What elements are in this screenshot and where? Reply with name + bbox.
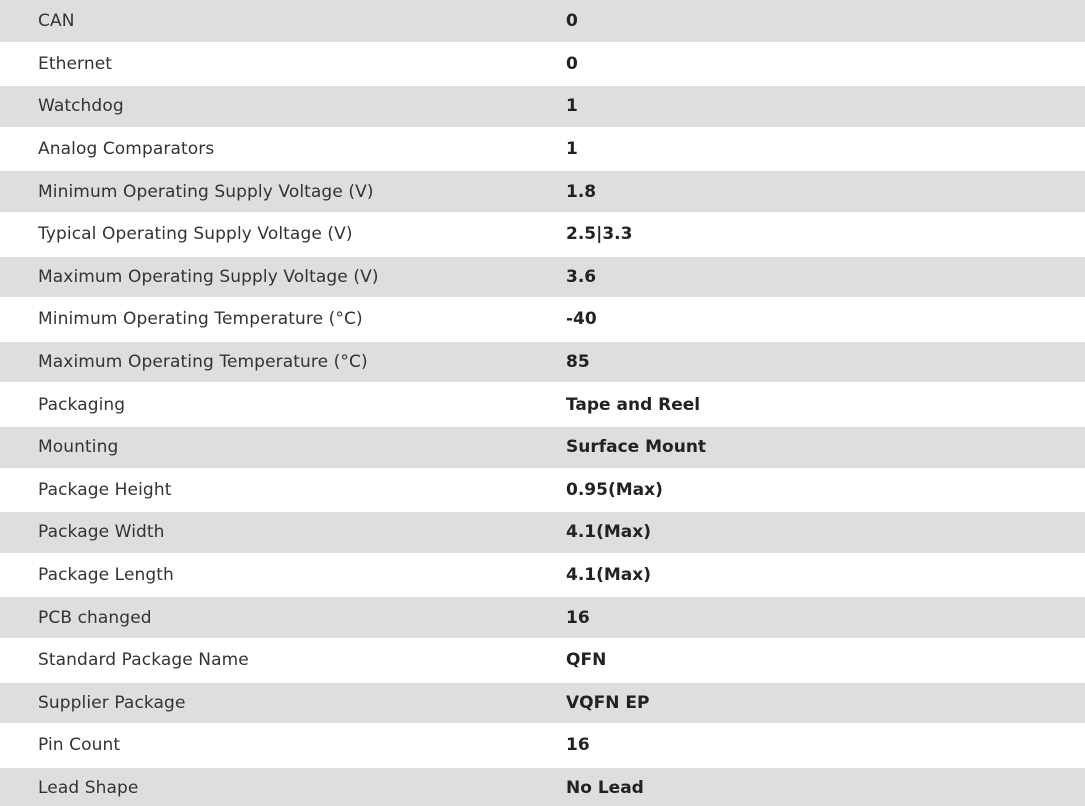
table-row <box>0 128 1085 171</box>
table-row <box>0 43 1085 86</box>
spec-label: Supplier Package <box>0 682 566 725</box>
spec-value: Surface Mount <box>566 426 1085 469</box>
spec-value: 0 <box>566 0 1085 43</box>
spec-label: Maximum Operating Temperature (°C) <box>0 341 566 384</box>
spec-value: 1.8 <box>566 170 1085 213</box>
spec-label: Package Height <box>38 479 172 500</box>
spec-label: Minimum Operating Supply Voltage (V) <box>0 170 566 213</box>
table-row <box>0 341 1085 384</box>
table-row <box>0 383 1085 426</box>
table-row <box>0 213 1085 256</box>
spec-label: Minimum Operating Temperature (°C) <box>38 309 363 330</box>
table-row <box>0 85 1085 128</box>
spec-value: QFN <box>566 650 607 671</box>
table-row <box>0 426 1085 469</box>
spec-value: Tape and Reel <box>566 394 701 415</box>
spec-label: Watchdog <box>0 85 566 128</box>
spec-value: 16 <box>566 735 590 756</box>
spec-value: 85 <box>566 341 1085 384</box>
table-row <box>0 469 1085 512</box>
table-row <box>0 682 1085 725</box>
spec-value: 4.1(Max) <box>566 511 1085 554</box>
spec-label: Packaging <box>38 394 126 415</box>
spec-label: Mounting <box>0 426 566 469</box>
table-row <box>0 554 1085 597</box>
spec-label: Package Width <box>0 511 566 554</box>
table-row <box>0 0 1085 43</box>
spec-value: VQFN EP <box>566 682 1085 725</box>
table-row <box>0 767 1085 806</box>
spec-label: Standard Package Name <box>38 650 249 671</box>
spec-value: 1 <box>566 85 1085 128</box>
table-row <box>0 256 1085 299</box>
table-row <box>0 511 1085 554</box>
spec-value: 16 <box>566 596 1085 639</box>
spec-label: Maximum Operating Supply Voltage (V) <box>0 256 566 299</box>
table-row <box>0 298 1085 341</box>
spec-value: 0.95(Max) <box>566 479 663 500</box>
spec-value: No Lead <box>566 767 1085 806</box>
table-row <box>0 724 1085 767</box>
spec-value: 2.5|3.3 <box>566 224 633 245</box>
spec-label: Pin Count <box>38 735 121 756</box>
spec-value: 3.6 <box>566 256 1085 299</box>
table-row <box>0 639 1085 682</box>
spec-value: 1 <box>566 139 578 160</box>
spec-label: PCB changed <box>0 596 566 639</box>
spec-label: Package Length <box>38 565 174 586</box>
spec-value: 4.1(Max) <box>566 565 652 586</box>
table-row <box>0 170 1085 213</box>
spec-label: Typical Operating Supply Voltage (V) <box>38 224 353 245</box>
spec-label: Ethernet <box>38 53 113 74</box>
spec-label: CAN <box>0 0 566 43</box>
table-row <box>0 596 1085 639</box>
spec-value: -40 <box>566 309 597 330</box>
spec-value: 0 <box>566 53 578 74</box>
spec-label: Analog Comparators <box>38 139 215 160</box>
spec-label: Lead Shape <box>0 767 566 806</box>
